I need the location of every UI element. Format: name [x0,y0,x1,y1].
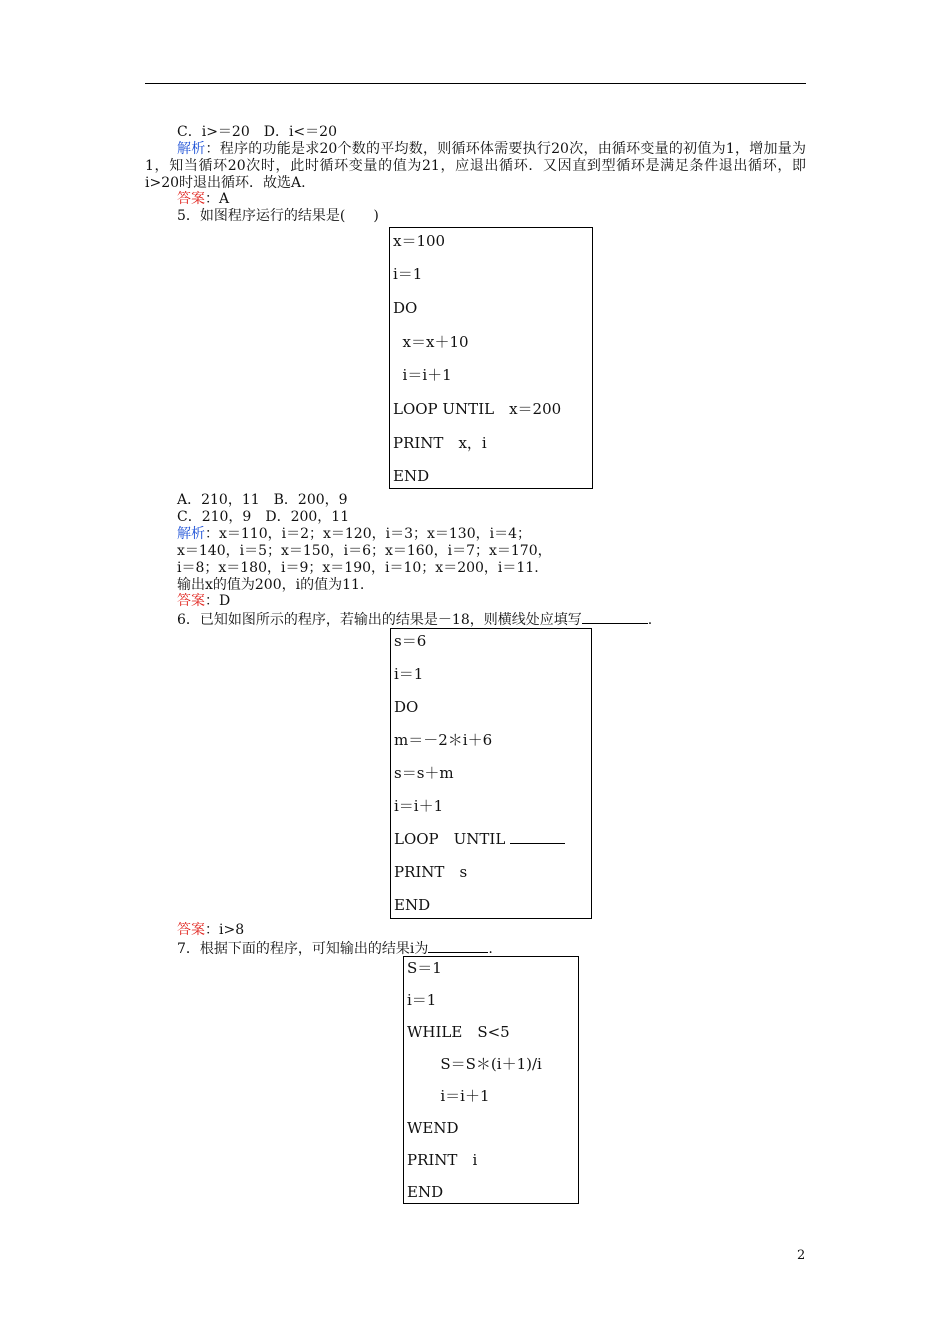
q5-analysis-1 [177,526,838,543]
code-line: s＝6 [394,632,427,650]
q4-answer [177,191,838,208]
code-line [394,830,565,848]
q4-options-cd: C．i>＝20 D．i<＝20 [177,124,337,140]
q6-answer [177,922,838,939]
q6-stem [177,610,838,629]
code-line: x＝100 [393,232,446,250]
q5-answer [177,593,838,610]
analysis-text: ：程序的功能是求20个数的平均数，则循环体需要执行20次，由循环变量的初值为1，增加量为1，知当循环20次时，此时循环变量的值为21，应退出循环．又因直到型循环是满足条件退出循环，即i>20时退出循环．故选A. [145,141,807,191]
code-line: x＝x＋10 [393,333,469,351]
code-line: i＝i＋1 [393,366,452,384]
q6-stem-end: . [647,612,653,628]
code-line: WEND [407,1119,459,1137]
code-line: S＝1 [407,959,442,977]
analysis-text: ：x＝110，i＝2；x＝120，i＝3；x＝130，i＝4； [205,526,532,542]
q4-analysis [145,141,806,192]
answer-value: ：i>8 [205,922,245,938]
code-line: DO [394,698,419,716]
q6-answer-blank [582,610,648,624]
code-line: i＝i＋1 [394,797,444,815]
q5-analysis-4: 输出x的值为200，i的值为11. [177,577,365,593]
q5-analysis-3: i＝8；x＝180，i＝9；x＝190，i＝10；x＝200，i＝11. [177,560,539,576]
code-blank [510,830,565,844]
q5-options-ab: A．210，11 B．200，9 [177,492,348,508]
code-line: S＝S＊(i＋1)/i [407,1055,542,1073]
q5-code-box [389,227,593,489]
analysis-label: 解析 [177,141,206,157]
code-line: WHILE S<5 [407,1023,510,1041]
code-line: PRINT i [407,1151,478,1169]
code-line: s＝s＋m [394,764,454,782]
code-line: END [394,896,431,914]
answer-label: 答案 [177,191,205,207]
q6-code-box [390,628,592,919]
q6-stem-text: 6．已知如图所示的程序，若输出的结果是－18，则横线处应填写 [177,612,582,628]
code-line: i＝1 [407,991,437,1009]
answer-label: 答案 [177,593,205,609]
q5-analysis-2: x＝140，i＝5；x＝150，i＝6；x＝160，i＝7；x＝170， [177,543,552,559]
code-line: DO [393,299,418,317]
analysis-label: 解析 [177,526,205,542]
q7-stem-text: 7．根据下面的程序，可知输出的结果i为 [177,941,429,957]
code-line: END [393,467,430,485]
code-line: m＝－2＊i＋6 [394,731,493,749]
q7-stem-end: . [488,941,493,957]
page-number: 2 [797,1248,806,1263]
loop-until-text: LOOP UNTIL [394,830,511,848]
code-line: PRINT x，i [393,434,487,452]
q5-stem: 5．如图程序运行的结果是( ) [177,208,379,224]
q5-options-cd: C．210，9 D．200，11 [177,509,350,525]
header-rule [145,83,806,84]
code-line: i＝1 [394,665,424,683]
q7-answer-blank [428,939,488,953]
answer-value: ：A [205,191,230,207]
code-line: PRINT s [394,863,468,881]
code-line: i＝1 [393,265,423,283]
code-line: LOOP UNTIL x＝200 [393,400,562,418]
answer-label: 答案 [177,922,205,938]
code-line: i＝i＋1 [407,1087,490,1105]
code-line: END [407,1183,444,1201]
answer-value: ：D [205,593,231,609]
q7-code-box [403,956,579,1204]
